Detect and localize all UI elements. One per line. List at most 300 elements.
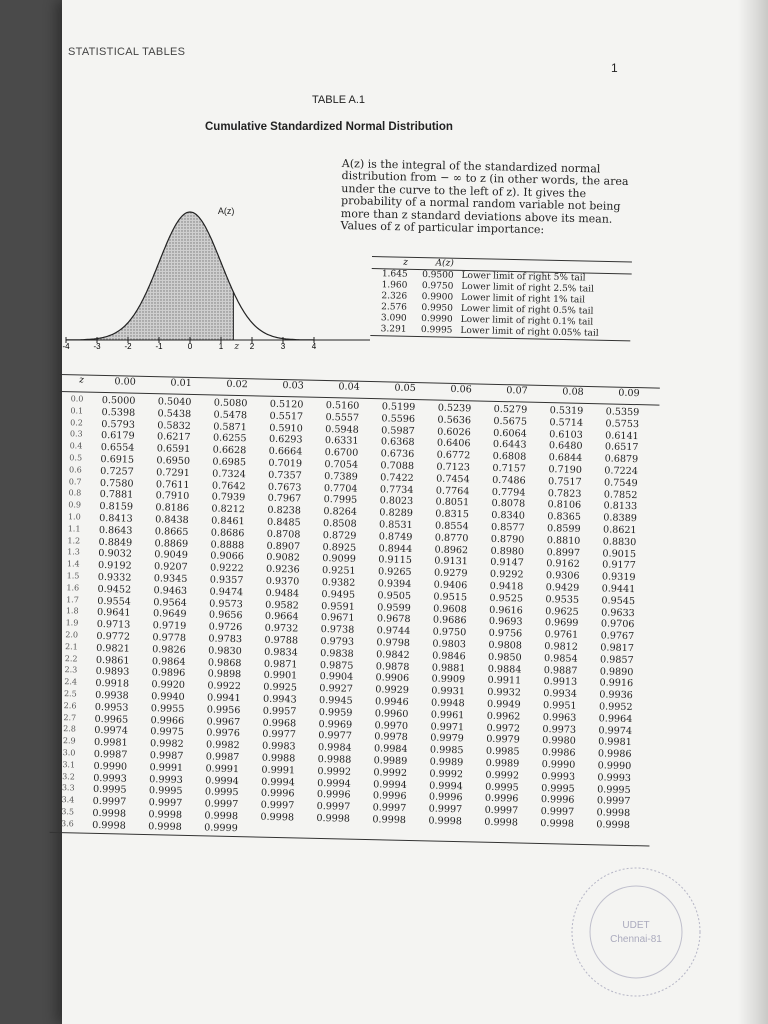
table-cell: 0.9981 (598, 736, 632, 749)
table-cell: 0.9699 (544, 617, 579, 630)
table-cell: 0.9901 (263, 670, 298, 682)
column-header: 0.08 (562, 386, 584, 398)
table-cell: 0.9554 (97, 595, 131, 608)
table-cell: 0.9997 (372, 802, 407, 815)
table-cell: 0.9857 (599, 654, 634, 666)
table-cell: 0.9993 (93, 772, 127, 785)
table-cell: 0.7704 (323, 482, 358, 495)
table-cell: 0.9904 (319, 671, 354, 684)
table-cell: 0.9998 (484, 816, 519, 829)
table-cell: 0.9990 (93, 760, 128, 773)
table-cell: 0.5239 (437, 402, 472, 415)
table-cell: 0.9686 (432, 614, 467, 627)
table-cell: 0.5675 (493, 415, 528, 428)
row-z-value: 2.9 (62, 736, 76, 746)
table-cell: 0.9788 (264, 634, 299, 647)
important-az: 0.9900 (421, 292, 454, 303)
table-cell: 0.9998 (596, 819, 631, 831)
table-cell: 0.9972 (486, 722, 521, 735)
table-cell: 0.6026 (437, 426, 471, 438)
table-cell: 0.5557 (325, 411, 360, 424)
table-cell: 0.9938 (95, 689, 129, 702)
table-cell: 0.9966 (150, 714, 185, 727)
table-cell: 0.6736 (380, 448, 415, 461)
table-cell: 0.7190 (548, 464, 583, 476)
row-z-value: 1.5 (66, 571, 80, 581)
table-cell: 0.5871 (213, 421, 247, 433)
table-cell: 0.9015 (602, 547, 637, 560)
table-cell: 0.9898 (207, 668, 242, 681)
table-cell: 0.7852 (603, 488, 638, 501)
table-cell: 0.8078 (491, 498, 526, 510)
table-cell: 0.8997 (546, 546, 581, 559)
important-az: 0.9990 (421, 314, 453, 325)
table-cell: 0.5000 (101, 394, 136, 407)
table-cell: 0.9998 (260, 811, 295, 824)
table-cell: 0.8023 (379, 495, 414, 508)
table-cell: 0.5517 (269, 410, 304, 423)
table-cell: 0.9946 (374, 696, 409, 708)
table-cell: 0.6406 (436, 437, 471, 450)
row-z-value: 3.5 (61, 807, 75, 817)
table-cell: 0.6480 (548, 440, 583, 453)
table-cell: 0.5319 (549, 405, 584, 417)
table-cell: 0.6808 (492, 451, 527, 463)
table-cell: 0.6879 (604, 453, 639, 466)
table-cell: 0.9979 (486, 734, 520, 746)
table-cell: 0.9345 (153, 573, 188, 585)
table-cell: 0.8289 (379, 507, 414, 520)
row-z-value: 2.2 (64, 653, 78, 664)
column-header: 0.09 (618, 387, 640, 400)
table-cell: 0.9916 (599, 677, 634, 690)
table-cell: 0.9515 (433, 591, 468, 604)
table-cell: 0.7123 (436, 461, 471, 474)
table-cell: 0.8438 (155, 514, 189, 526)
table-cell: 0.9953 (94, 701, 129, 714)
table-cell: 0.8340 (491, 509, 526, 522)
table-cell: 0.9332 (97, 571, 132, 584)
table-cell: 0.5199 (381, 401, 416, 414)
svg-text:Chennai-81: Chennai-81 (610, 934, 662, 945)
table-cell: 0.9884 (487, 663, 522, 676)
table-cell: 0.9997 (92, 795, 127, 808)
important-desc: Lower limit of right 1% tail (461, 292, 586, 306)
page-edge (738, 0, 768, 1024)
table-cell: 0.9995 (204, 786, 239, 799)
table-cell: 0.9767 (600, 630, 635, 643)
table-cell: 0.9987 (149, 750, 184, 762)
table-cell: 0.9656 (208, 609, 243, 622)
table-cell: 0.9319 (601, 571, 636, 584)
table-cell: 0.7054 (324, 459, 359, 471)
table-cell: 0.9357 (209, 574, 244, 587)
important-desc: Lower limit of right 5% tail (461, 270, 586, 284)
row-z-value: 3.4 (61, 795, 75, 805)
table-cell: 0.7673 (267, 481, 302, 494)
table-cell: 0.9976 (206, 727, 241, 740)
table-cell: 0.8869 (154, 537, 189, 550)
table-cell: 0.9990 (541, 758, 576, 771)
row-z-value: 0.5 (69, 453, 83, 463)
table-cell: 0.5910 (269, 422, 303, 435)
table-cell: 0.9838 (320, 647, 354, 660)
table-cell: 0.9997 (540, 806, 575, 818)
table-cell: 0.9664 (264, 611, 299, 623)
table-cell: 0.9484 (265, 587, 300, 600)
table-cell: 0.9474 (209, 586, 244, 598)
table-cell: 0.7517 (547, 475, 582, 488)
table-cell: 0.9988 (261, 752, 296, 765)
important-z: 1.960 (381, 280, 408, 291)
table-cell: 0.7734 (379, 483, 414, 496)
table-cell: 0.9989 (485, 757, 520, 770)
table-cell: 0.6103 (549, 428, 583, 441)
table-cell: 0.9875 (319, 659, 354, 672)
row-z-value: 1.0 (67, 512, 81, 522)
table-cell: 0.9535 (545, 593, 580, 606)
table-cell: 0.9812 (544, 640, 579, 653)
axis-tick-label: 4 (311, 342, 317, 351)
institution-stamp (566, 862, 706, 1002)
table-cell: 0.8315 (435, 508, 470, 521)
table-cell: 0.9726 (208, 621, 243, 634)
table-cell: 0.7764 (435, 485, 470, 497)
table-cell: 0.9878 (375, 660, 410, 673)
table-cell: 0.8749 (378, 531, 413, 543)
table-cell: 0.9279 (433, 567, 468, 580)
axis-tick-label: -4 (62, 342, 70, 351)
table-cell: 0.9625 (545, 605, 579, 618)
table-cell: 0.8830 (602, 536, 637, 548)
table-cell: 0.8925 (322, 541, 357, 554)
table-cell: 0.9920 (151, 679, 186, 692)
table-cell: 0.9906 (375, 672, 410, 685)
table-cell: 0.9463 (153, 584, 188, 597)
svg-text:UDET: UDET (622, 920, 650, 931)
row-z-value: 2.6 (63, 700, 77, 711)
table-cell: 0.9993 (597, 772, 632, 784)
row-z-value: 1.9 (65, 618, 79, 628)
table-cell: 0.8849 (98, 536, 133, 549)
table-cell: 0.9738 (320, 624, 355, 636)
table-cell: 0.9932 (487, 686, 522, 699)
table-cell: 0.8944 (378, 542, 413, 555)
table-cell: 0.9032 (98, 548, 133, 561)
table-cell: 0.9991 (149, 761, 184, 774)
table-cell: 0.6591 (156, 443, 191, 456)
table-cell: 0.9995 (485, 781, 519, 794)
table-cell: 0.9761 (544, 629, 579, 641)
axis-tick-label: 2 (249, 342, 255, 351)
table-cell: 0.9998 (372, 814, 407, 826)
table-cell: 0.6517 (604, 441, 639, 454)
table-cell: 0.9929 (375, 684, 410, 697)
table-cell: 0.9996 (428, 791, 463, 804)
table-cell: 0.5832 (157, 419, 191, 432)
table-cell: 0.7995 (323, 494, 358, 507)
table-cell: 0.9207 (153, 561, 188, 574)
table-cell: 0.9940 (151, 691, 185, 703)
table-cell: 0.9996 (484, 793, 519, 805)
table-cell: 0.9949 (486, 698, 521, 711)
table-cell: 0.9991 (205, 763, 240, 775)
table-cell: 0.9783 (208, 633, 243, 646)
table-cell: 0.9808 (488, 639, 523, 652)
table-cell: 0.9994 (373, 778, 407, 791)
table-cell: 0.9941 (206, 692, 241, 705)
table-cell: 0.6368 (380, 436, 415, 449)
header-az: A(z) (435, 258, 454, 269)
table-cell: 0.9251 (321, 565, 356, 577)
table-cell: 0.9871 (263, 658, 298, 670)
table-cell: 0.8770 (434, 532, 469, 545)
table-cell: 0.7611 (155, 478, 190, 491)
table-cell: 0.7019 (268, 457, 303, 470)
row-z-value: 2.0 (65, 630, 79, 640)
column-header: 0.02 (226, 378, 248, 391)
important-az: 0.9500 (422, 270, 454, 281)
column-header: 0.06 (450, 383, 472, 396)
table-cell: 0.8389 (603, 512, 637, 525)
table-cell: 0.9608 (433, 603, 467, 615)
table-cell: 0.9992 (429, 768, 464, 780)
table-cell: 0.7088 (380, 460, 415, 473)
table-cell: 0.9985 (429, 744, 464, 757)
table-cell: 0.9744 (376, 625, 411, 638)
table-cell: 0.9977 (262, 728, 296, 741)
table-cell: 0.9998 (428, 815, 463, 828)
row-z-value: 0.8 (68, 488, 82, 498)
table-cell: 0.9985 (485, 745, 520, 758)
table-cell: 0.5478 (213, 409, 248, 422)
table-cell: 0.7389 (324, 470, 358, 483)
table-cell: 0.5438 (157, 408, 192, 420)
table-cell: 0.9998 (92, 807, 127, 820)
table-cell: 0.9192 (97, 560, 132, 572)
table-cell: 0.9986 (541, 747, 576, 759)
table-cell: 0.6217 (156, 431, 191, 444)
table-cell: 0.9641 (96, 607, 131, 620)
table-cell: 0.9927 (319, 683, 354, 695)
axis-tick-label: 1 (218, 342, 224, 351)
table-cell: 0.9998 (148, 809, 183, 821)
table-cell: 0.9994 (261, 776, 295, 788)
row-z-value: 0.6 (68, 465, 82, 475)
table-cell: 0.9962 (486, 710, 521, 723)
important-az: 0.9995 (420, 325, 453, 336)
table-cell: 0.9599 (377, 601, 411, 614)
row-z-value: 0.9 (68, 500, 82, 510)
table-cell: 0.5948 (325, 423, 359, 436)
table-cell: 0.9970 (374, 719, 409, 732)
table-cell: 0.9382 (321, 576, 356, 589)
table-cell: 0.8554 (434, 520, 469, 533)
row-z-value: 0.0 (70, 394, 84, 404)
table-cell: 0.9591 (321, 600, 355, 613)
row-z-value: 2.7 (63, 712, 77, 722)
table-cell: 0.8643 (98, 524, 133, 537)
table-cell: 0.9236 (265, 563, 300, 576)
table-cell: 0.7422 (380, 472, 414, 484)
table-cell: 0.9082 (266, 552, 301, 564)
axis-tick-label: -2 (124, 342, 132, 351)
table-cell: 0.7454 (436, 473, 470, 486)
table-cell: 0.8790 (490, 533, 525, 546)
table-cell: 0.6331 (324, 435, 359, 448)
table-cell: 0.9649 (152, 608, 187, 621)
table-cell: 0.9998 (204, 810, 239, 823)
table-cell: 0.9616 (489, 604, 523, 617)
table-cell: 0.5596 (381, 413, 416, 425)
row-z-value: 1.4 (66, 559, 80, 569)
row-z-value: 1.2 (67, 535, 81, 546)
table-cell: 0.9066 (210, 550, 245, 563)
table-cell: 0.9049 (154, 549, 189, 562)
table-cell: 0.9922 (207, 680, 242, 693)
important-z: 3.090 (380, 313, 407, 324)
table-cell: 0.9265 (377, 566, 412, 579)
table-cell: 0.9996 (316, 789, 351, 801)
table-cell: 0.9505 (377, 590, 412, 602)
table-cell: 0.8729 (322, 529, 357, 542)
table-cell: 0.9778 (152, 632, 187, 644)
table-cell: 0.9803 (432, 638, 467, 651)
table-cell: 0.9963 (542, 711, 577, 724)
table-cell: 0.9861 (95, 654, 130, 667)
table-cell: 0.9834 (264, 646, 298, 659)
table-cell: 0.9099 (322, 553, 356, 566)
table-cell: 0.8810 (546, 534, 581, 547)
page-number: 1 (611, 61, 618, 75)
important-values-table (370, 256, 632, 341)
table-cell: 0.9671 (320, 612, 355, 625)
important-z: 1.645 (381, 269, 408, 280)
table-cell: 0.9993 (149, 773, 183, 786)
table-cell: 0.9911 (487, 675, 522, 687)
table-cell: 0.9992 (485, 769, 520, 782)
table-cell: 0.9564 (153, 596, 187, 609)
table-cell: 0.5120 (269, 398, 304, 411)
table-cell: 0.9147 (490, 557, 524, 569)
table-cell: 0.6293 (268, 434, 303, 446)
table-cell: 0.9864 (151, 655, 186, 668)
table-cell: 0.5793 (101, 418, 135, 431)
table-cell: 0.8888 (210, 539, 245, 551)
table-cell: 0.7794 (491, 486, 526, 499)
table-cell: 0.8485 (266, 516, 301, 529)
table-cell: 0.9990 (597, 760, 632, 772)
table-cell: 0.9995 (597, 783, 631, 796)
table-cell: 0.8106 (547, 499, 582, 512)
table-cell: 0.9997 (148, 797, 183, 809)
table-cell: 0.6628 (212, 444, 247, 457)
table-cell: 0.7486 (492, 474, 526, 487)
table-cell: 0.9881 (431, 662, 466, 674)
table-cell: 0.6915 (100, 453, 135, 466)
table-cell: 0.9943 (262, 693, 297, 706)
table-cell: 0.9452 (97, 583, 132, 596)
table-cell: 0.7291 (156, 466, 190, 479)
table-cell: 0.7580 (99, 477, 134, 490)
table-cell: 0.9989 (429, 756, 464, 769)
table-cell: 0.5714 (549, 416, 584, 429)
table-cell: 0.9750 (432, 626, 467, 639)
table-cell: 0.6664 (268, 445, 303, 458)
important-desc: Lower limit of right 2.5% tail (461, 281, 594, 295)
table-cell: 0.6064 (493, 427, 527, 440)
table-cell: 0.9582 (265, 599, 299, 612)
table-cell: 0.6844 (548, 452, 583, 465)
table-cell: 0.9991 (261, 764, 296, 777)
table-cell: 0.9893 (95, 666, 130, 678)
row-z-value: 1.3 (67, 547, 81, 557)
table-cell: 0.8159 (99, 501, 134, 513)
table-cell: 0.9418 (489, 580, 524, 593)
table-cell: 0.9981 (93, 736, 128, 749)
row-z-value: 0.1 (70, 406, 84, 416)
corner-header: z (78, 375, 84, 386)
table-cell: 0.5160 (325, 400, 360, 412)
table-cell: 0.9984 (373, 743, 408, 756)
normal-curve-figure (62, 200, 370, 352)
row-z-value: 1.1 (67, 523, 81, 534)
table-cell: 0.9955 (150, 702, 185, 715)
table-cell: 0.9994 (317, 777, 351, 790)
row-z-value: 3.1 (62, 759, 76, 770)
table-cell: 0.7823 (547, 487, 582, 500)
table-cell: 0.9525 (489, 592, 524, 605)
table-cell: 0.7910 (155, 490, 190, 503)
table-cell: 0.9968 (262, 717, 297, 729)
table-cell: 0.5279 (493, 403, 528, 416)
table-cell: 0.7549 (603, 477, 638, 489)
table-cell: 0.8621 (602, 524, 637, 537)
table-cell: 0.9936 (599, 689, 633, 702)
table-cell: 0.9993 (541, 770, 576, 783)
axis-tick-label: -3 (93, 342, 101, 351)
table-cell: 0.7642 (211, 480, 246, 492)
table-cell: 0.5359 (605, 406, 640, 419)
table-cell: 0.8186 (155, 502, 190, 515)
table-cell: 0.8531 (378, 519, 413, 532)
table-cell: 0.9998 (596, 807, 631, 820)
table-cell: 0.9996 (372, 790, 407, 803)
row-z-value: 2.5 (63, 689, 77, 699)
table-cell: 0.9573 (209, 597, 243, 610)
table-cell: 0.9998 (148, 820, 182, 833)
table-cell: 0.8907 (266, 540, 301, 553)
table-cell: 0.9772 (96, 630, 131, 643)
table-cell: 0.9979 (430, 732, 464, 745)
table-cell: 0.9997 (260, 799, 295, 812)
table-cell: 0.8508 (322, 517, 357, 530)
table-cell: 0.9817 (600, 642, 635, 655)
table-cell: 0.9988 (317, 753, 352, 766)
table-cell: 0.9934 (543, 688, 577, 700)
table-cell: 0.9994 (429, 779, 463, 792)
table-cell: 0.9997 (596, 795, 631, 808)
table-cell: 0.6700 (324, 447, 359, 459)
row-z-value: 3.3 (61, 783, 75, 793)
table-cell: 0.7324 (212, 468, 246, 481)
table-cell: 0.8461 (211, 515, 245, 528)
table-cell: 0.9925 (263, 681, 298, 694)
table-cell: 0.8708 (266, 528, 301, 541)
important-desc: Lower limit of right 0.05% tail (460, 325, 599, 339)
table-cell: 0.9441 (601, 583, 636, 596)
table-cell: 0.9961 (430, 709, 465, 721)
